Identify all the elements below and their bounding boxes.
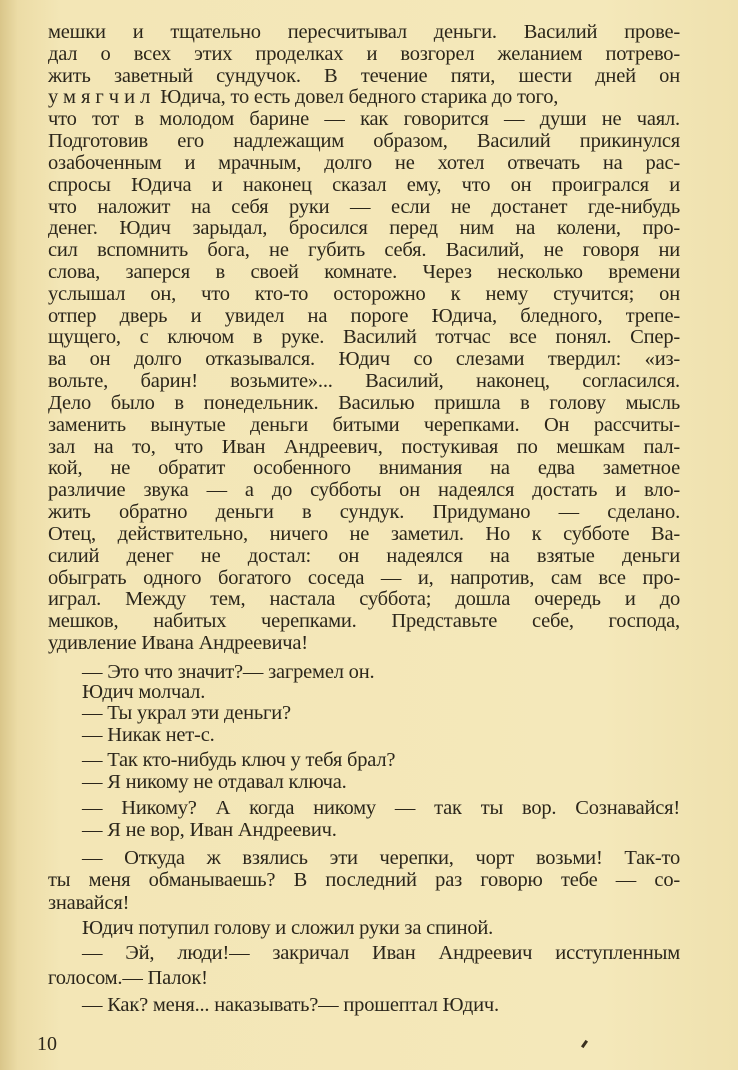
line-text: Юдича, то есть довел бедного старика до того, (155, 86, 559, 109)
dialogue-line: — Никому? А когда никому — так ты вор. Сознавайся! (82, 797, 680, 819)
dialogue-line: ты меня обманываешь? В последний раз говорю тебе — со- (48, 869, 680, 891)
paragraph-line: услышал он, что кто-то осторожно к нему стучится; он (48, 282, 680, 305)
page-number: 10 (37, 1033, 57, 1055)
paragraph-line: мешков, набитых черепками. Представьте себе, господа, (48, 610, 680, 633)
paragraph-line: вольте, барин! возьмите»... Василий, наконец, согласился. (48, 370, 680, 393)
dialogue-line: — Я не вор, Иван Андреевич. (82, 819, 337, 841)
paragraph-line: денег. Юдич зарыдал, бросился перед ним на колени, про- (48, 217, 680, 240)
dialogue-line: Юдич молчал. (82, 681, 206, 703)
paragraph-line: удивление Ивана Андреевича! (48, 631, 308, 654)
paragraph-line: мешки и тщательно пересчитывал деньги. Василий прове- (48, 21, 680, 43)
dialogue-line: — Так кто-нибудь ключ у тебя брал? (82, 749, 396, 771)
paragraph-line: обыграть одного богатого соседа — и, напротив, сам все про- (48, 566, 680, 589)
ink-mark (581, 1040, 588, 1048)
paragraph-line: силий денег не достал: он надеялся на взятые деньги (48, 544, 680, 567)
paragraph-line: сил вспомнить бога, не губить себя. Василий, не говоря ни (48, 239, 680, 262)
paragraph-line: кой, не обратит особенного внимания на едва заметное (48, 457, 680, 480)
paragraph-line: Дело было в понедельник. Василью пришла в голову мысль (48, 391, 680, 414)
paragraph-line: играл. Между тем, настала суббота; дошла очередь и до (48, 588, 680, 611)
paragraph-line: слова, заперся в своей комнате. Через несколько времени (48, 261, 680, 284)
dialogue-line: Юдич потупил голову и сложил руки за спиной. (82, 917, 494, 939)
paragraph-line: ва он долго отказывался. Юдич со слезами твердил: «из- (48, 348, 680, 371)
paragraph-line: Подготовив его надлежащим образом, Василий прикинулся (48, 130, 680, 153)
paragraph-line: жить обратно деньги в сундук. Придумано — сделано. (48, 501, 680, 524)
dialogue-line: — Ты украл эти деньги? (82, 702, 291, 724)
dialogue-line: — Никак нет-с. (82, 724, 215, 746)
paragraph-line: различие звука — а до субботы он надеялся достать и вло- (48, 479, 680, 502)
dialogue-line: — Это что значит?— загремел он. (82, 661, 375, 683)
paragraph-line: дал о всех этих проделках и возгорел желанием потрево- (48, 42, 680, 65)
dialogue-line: — Я никому не отдавал ключа. (82, 771, 347, 793)
dialogue-line: — Откуда ж взялись эти черепки, чорт возьми! Так-то (82, 847, 680, 869)
paragraph-line: заменить вынутые деньги битыми черепками. Он рассчиты- (48, 413, 680, 436)
paragraph-line: озабоченным и мрачным, долго не хотел отвечать на рас- (48, 151, 680, 174)
paragraph-line: зал на то, что Иван Андреевич, постукивая по мешкам пал- (48, 435, 680, 458)
emphasized-word: умягчил (48, 86, 156, 109)
dialogue-line: знавайся! (48, 892, 130, 914)
paragraph-line: жить заветный сундучок. В течение пяти, шести дней он (48, 64, 680, 87)
paragraph-line (48, 86, 680, 108)
dialogue-line: — Эй, люди!— закричал Иван Андреевич исступленным (82, 942, 680, 964)
dialogue-line: голосом.— Палок! (48, 967, 208, 989)
dialogue-line: — Как? меня... наказывать?— прошептал Юдич. (82, 994, 499, 1016)
paragraph-line: что наложит на себя руки — если не достанет где-нибудь (48, 195, 680, 218)
paragraph-line: что тот в молодом барине — как говорится — души не чаял. (48, 108, 680, 131)
paragraph-line: щущего, с ключом в руке. Василий тотчас все понял. Спер- (48, 326, 680, 349)
paragraph-line: отпер дверь и увидел на пороге Юдича, бледного, трепе- (48, 304, 680, 327)
paragraph-line: спросы Юдича и наконец сказал ему, что он проигрался и (48, 173, 680, 196)
paragraph-line: Отец, действительно, ничего не заметил. Но к субботе Ва- (48, 522, 680, 545)
